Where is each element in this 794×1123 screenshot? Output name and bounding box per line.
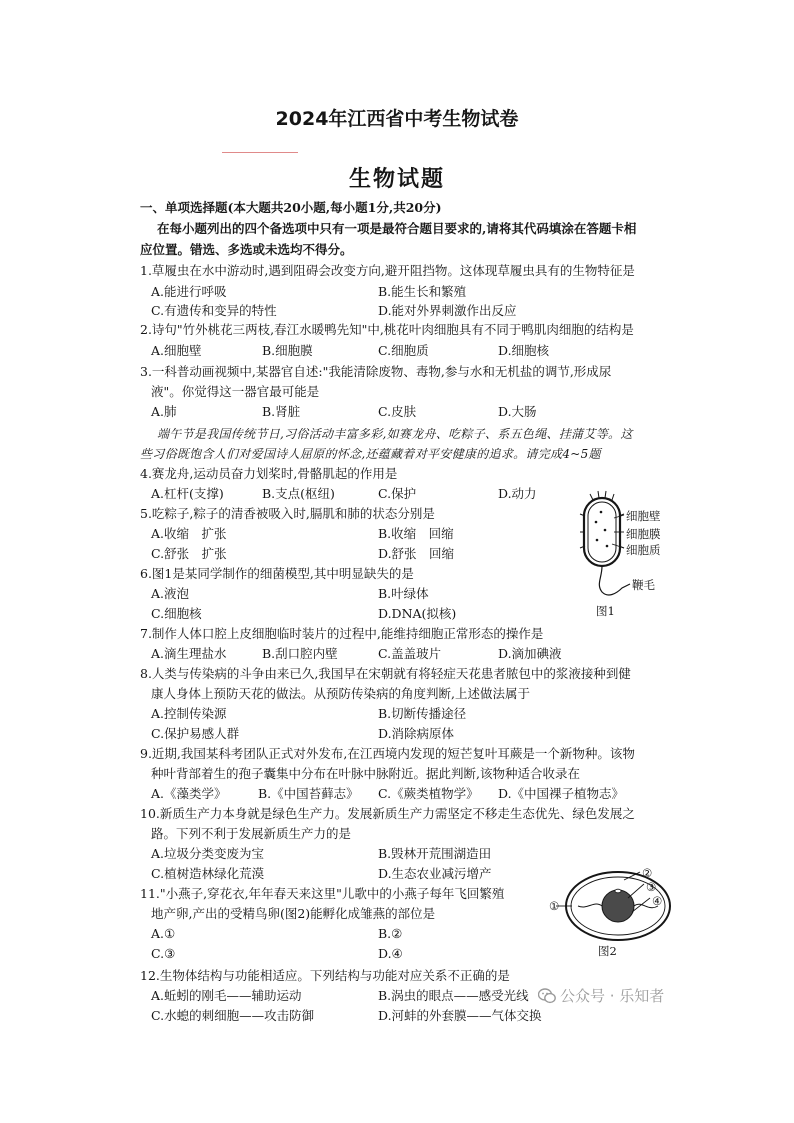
- q12-stem: 12.生物体结构与功能相适应。下列结构与功能对应关系不正确的是: [140, 968, 510, 983]
- q8-stem-line-1: 8.人类与传染病的斗争由来已久,我国早在宋朝就有将轻症天花患者脓包中的浆液接种到健: [140, 666, 631, 681]
- q11-option-d: D.④: [378, 946, 403, 961]
- q10-stem-line-2: 路。下列不利于发展新质生产力的是: [151, 826, 352, 841]
- q6-option-b: B.叶绿体: [378, 586, 429, 601]
- q9-stem-line-2: 种叶背部着生的孢子囊集中分布在叶脉中脉附近。据此判断,该物种适合收录在: [151, 766, 580, 781]
- q1-option-c: C.有遗传和变异的特性: [151, 303, 277, 318]
- figure-1-label-flagellum: 鞭毛: [632, 578, 655, 592]
- wechat-icon: [538, 988, 556, 1008]
- figure-2-bird-egg-diagram: [548, 868, 678, 952]
- watermark-text: 公众号 · 乐知者: [560, 987, 665, 1005]
- q3-option-c: C.皮肤: [378, 404, 417, 419]
- q11-option-c: C.③: [151, 946, 176, 961]
- figure-2-marker-4: ④: [652, 894, 663, 908]
- q4-option-b: B.支点(枢纽): [262, 486, 335, 501]
- q12-option-b: B.涡虫的眼点——感受光线: [378, 988, 529, 1003]
- q9-option-c: C.《蕨类植物学》: [378, 786, 479, 801]
- q7-option-a: A.滴生理盐水: [151, 646, 227, 661]
- figure-1-label-cell-membrane: 细胞膜: [626, 527, 661, 541]
- q10-stem-line-1: 10.新质生产力本身就是绿色生产力。发展新质生产力需坚定不移走生态优先、绿色发展之: [140, 806, 635, 821]
- q11-option-a: A.①: [151, 926, 176, 941]
- q5-stem: 5.吃粽子,粽子的清香被吸入时,膈肌和肺的状态分别是: [140, 506, 435, 521]
- q9-option-a: A.《藻类学》: [151, 786, 227, 801]
- q3-option-d: D.大肠: [498, 404, 537, 419]
- q1-option-d: D.能对外界刺激作出反应: [378, 303, 517, 318]
- q12-option-a: A.蚯蚓的刚毛——辅助运动: [151, 988, 302, 1003]
- q3-option-a: A.肺: [151, 404, 177, 419]
- passage-line-1: 端午节是我国传统节日,习俗活动丰富多彩,如赛龙舟、吃粽子、系五色绳、挂蒲艾等。这: [157, 427, 633, 441]
- q8-stem-line-2: 康人身体上预防天花的做法。从预防传染病的角度判断,上述做法属于: [151, 686, 530, 701]
- figure-1-label-cytoplasm: 细胞质: [626, 543, 661, 557]
- q9-stem-line-1: 9.近期,我国某科考团队正式对外发布,在江西境内发现的短芒复叶耳蕨是一个新物种。该物: [140, 746, 635, 761]
- q1-option-b: B.能生长和繁殖: [378, 284, 467, 299]
- page-title: 2024年江西省中考生物试卷: [275, 108, 519, 130]
- q6-option-a: A.液泡: [151, 586, 190, 601]
- figure-2-caption: 图2: [598, 944, 617, 958]
- q3-stem-line-2: 液"。你觉得这一器官最可能是: [151, 384, 320, 399]
- q1-option-a: A.能进行呼吸: [151, 284, 227, 299]
- q1-stem: 1.草履虫在水中游动时,遇到阻碍会改变方向,避开阻挡物。这体现草履虫具有的生物特征是: [140, 263, 635, 278]
- q8-option-c: C.保护易感人群: [151, 726, 240, 741]
- figure-2-marker-2: ②: [642, 866, 653, 880]
- figure-2-marker-1: ①: [549, 899, 560, 913]
- q6-option-d: D.DNA(拟核): [378, 606, 457, 621]
- q7-option-c: C.盖盖玻片: [378, 646, 442, 661]
- q4-option-d: D.动力: [498, 486, 537, 501]
- q4-stem: 4.赛龙舟,运动员奋力划桨时,骨骼肌起的作用是: [140, 466, 398, 481]
- q10-option-a: A.垃圾分类变废为宝: [151, 846, 265, 861]
- q4-option-c: C.保护: [378, 486, 417, 501]
- q2-option-c: C.细胞质: [378, 343, 429, 358]
- figure-1-caption: 图1: [596, 604, 615, 618]
- q11-stem-line-1: 11."小燕子,穿花衣,年年春天来这里"儿歌中的小燕子每年飞回繁殖: [140, 886, 505, 901]
- q7-stem: 7.制作人体口腔上皮细胞临时装片的过程中,能维持细胞正常形态的操作是: [140, 626, 544, 641]
- section-instruction-line-2: 应位置。错选、多选或未选均不得分。: [140, 242, 353, 257]
- q8-option-d: D.消除病原体: [378, 726, 455, 741]
- q3-option-b: B.肾脏: [262, 404, 301, 419]
- watermark: [538, 985, 664, 1008]
- q5-option-b: B.收缩 回缩: [378, 526, 454, 541]
- q2-option-d: D.细胞核: [498, 343, 550, 358]
- q9-option-b: B.《中国苔藓志》: [258, 786, 359, 801]
- q6-option-c: C.细胞核: [151, 606, 202, 621]
- decorative-red-line: [222, 152, 298, 153]
- q12-option-d: D.河蚌的外套膜——气体交换: [378, 1008, 542, 1023]
- figure-2-marker-3: ③: [646, 880, 657, 894]
- passage-line-2: 些习俗既饱含人们对爱国诗人屈原的怀念,还蕴藏着对平安健康的追求。请完成4~5题: [140, 447, 601, 461]
- q12-option-c: C.水螅的刺细胞——攻击防御: [151, 1008, 315, 1023]
- figure-1-label-cell-wall: 细胞壁: [626, 509, 661, 523]
- q4-option-a: A.杠杆(支撑): [151, 486, 224, 501]
- q7-option-b: B.刮口腔内壁: [262, 646, 338, 661]
- q2-stem: 2.诗句"竹外桃花三两枝,春江水暖鸭先知"中,桃花叶肉细胞具有不同于鸭肌肉细胞的结构是: [140, 322, 634, 337]
- q7-option-d: D.滴加碘液: [498, 646, 562, 661]
- q2-option-b: B.细胞膜: [262, 343, 313, 358]
- page-subtitle: 生物试题: [348, 166, 445, 192]
- q8-option-a: A.控制传染源: [151, 706, 227, 721]
- q2-option-a: A.细胞壁: [151, 343, 202, 358]
- q10-option-b: B.毁林开荒围湖造田: [378, 846, 492, 861]
- q8-option-b: B.切断传播途径: [378, 706, 467, 721]
- q6-stem: 6.图1是某同学制作的细菌模型,其中明显缺失的是: [140, 566, 414, 581]
- section-instruction-line-1: 在每小题列出的四个备选项中只有一项是最符合题目要求的,请将其代码填涂在答题卡相: [157, 221, 637, 236]
- q3-stem-line-1: 3.一科普动画视频中,某器官自述:"我能清除废物、毒物,参与水和无机盐的调节,形成尿: [140, 364, 612, 379]
- q5-option-d: D.舒张 回缩: [378, 546, 455, 561]
- q11-stem-line-2: 地产卵,产出的受精鸟卵(图2)能孵化成雏燕的部位是: [151, 906, 436, 921]
- q9-option-d: D.《中国裸子植物志》: [498, 786, 625, 801]
- section-heading: 一、单项选择题(本大题共20小题,每小题1分,共20分): [140, 200, 442, 215]
- q5-option-a: A.收缩 扩张: [151, 526, 227, 541]
- q10-option-d: D.生态农业减污增产: [378, 866, 492, 881]
- q11-option-b: B.②: [378, 926, 403, 941]
- q5-option-c: C.舒张 扩张: [151, 546, 227, 561]
- q10-option-c: C.植树造林绿化荒漠: [151, 866, 265, 881]
